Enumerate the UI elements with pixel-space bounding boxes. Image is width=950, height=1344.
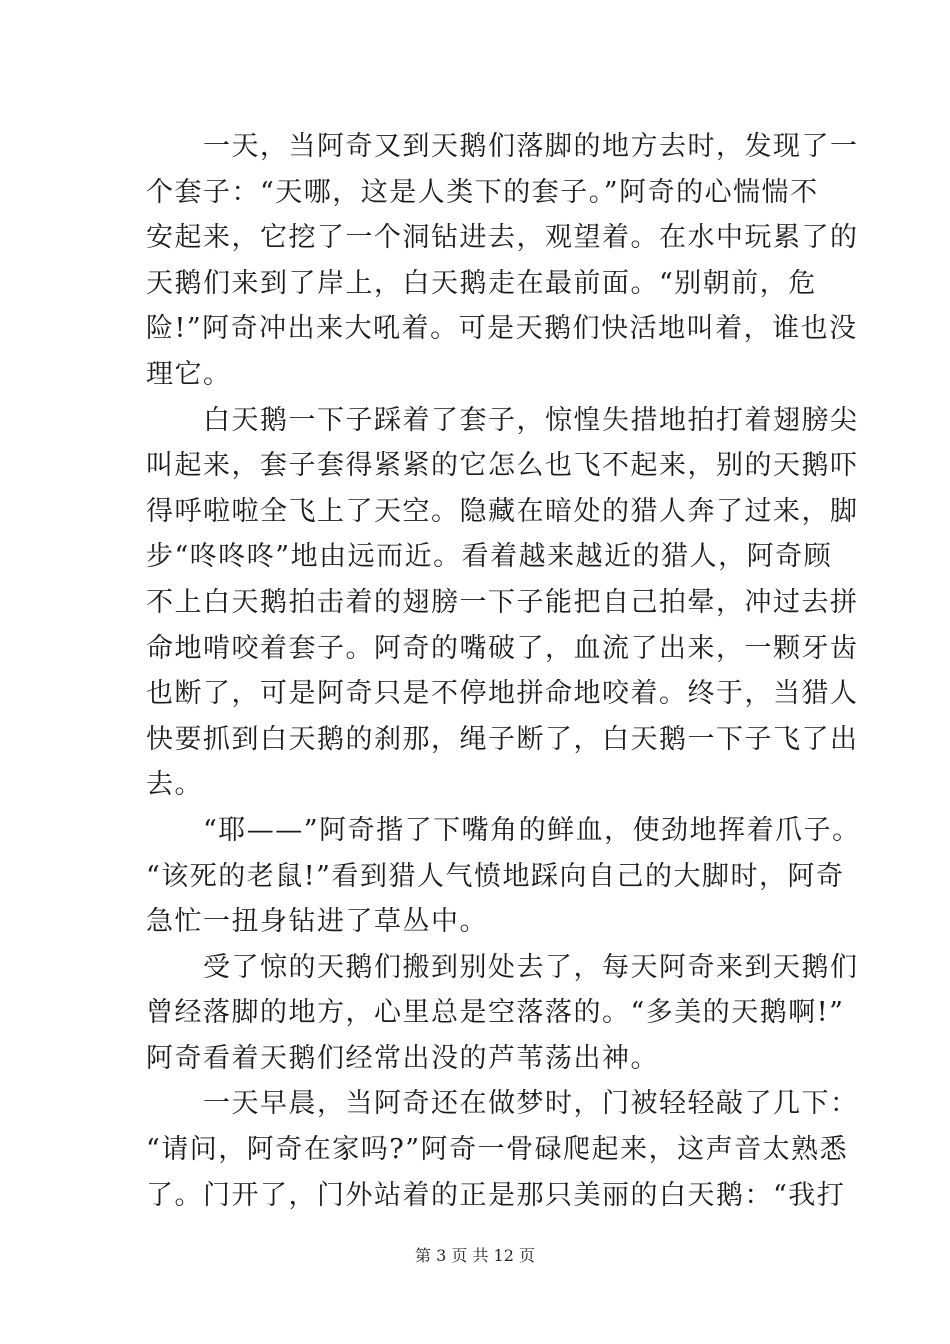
text-line: 一天早晨，当阿奇还在做梦时，门被轻轻敲了几下： bbox=[146, 1088, 859, 1120]
text-line: 急忙一扭身钻进了草丛中。 bbox=[146, 906, 488, 938]
text-line: 险!”阿奇冲出来大吼着。可是天鹅们快活地叫着，谁也没 bbox=[146, 313, 858, 345]
text-line: 白天鹅一下子踩着了套子，惊惶失措地拍打着翅膀尖 bbox=[146, 404, 859, 436]
paragraph-3 bbox=[146, 808, 861, 945]
body-text bbox=[146, 124, 861, 1218]
text-line: 一天，当阿奇又到天鹅们落脚的地方去时，发现了一 bbox=[146, 131, 859, 162]
text-line: 也断了，可是阿奇只是不停地拼命地咬着。终于，当猎人 bbox=[146, 678, 859, 710]
text-line: 安起来，它挖了一个洞钻进去，观望着。在水中玩累了的 bbox=[146, 222, 859, 254]
text-line: 理它。 bbox=[146, 358, 232, 390]
text-line: 受了惊的天鹅们搬到别处去了，每天阿奇来到天鹅们 bbox=[146, 951, 859, 983]
text-line: 天鹅们来到了岸上，白天鹅走在最前面。“别朝前，危 bbox=[146, 267, 817, 299]
paragraph-4 bbox=[146, 945, 859, 1082]
text-line: 不上白天鹅拍击着的翅膀一下子能把自己拍晕，冲过去拼 bbox=[146, 586, 859, 618]
text-line: 曾经落脚的地方，心里总是空落落的。“多美的天鹅啊!” bbox=[146, 997, 845, 1029]
text-line: 去。 bbox=[146, 769, 203, 801]
text-line: 了。门开了，门外站着的正是那只美丽的白天鹅：“我打 bbox=[146, 1179, 846, 1211]
text-line: “该死的老鼠!”看到猎人气愤地踩向自己的大脚时，阿奇 bbox=[146, 860, 845, 892]
text-line: 个套子：“天哪，这是人类下的套子。”阿奇的心惴惴不 bbox=[146, 176, 819, 208]
page-footer bbox=[0, 1243, 950, 1266]
page-number-label: 第 3 页 共 12 页 bbox=[415, 1246, 535, 1265]
text-line: 快要抓到白天鹅的刹那，绳子断了，白天鹅一下子飞了出 bbox=[146, 723, 859, 755]
text-line: 步“咚咚咚”地由远而近。看着越来越近的猎人，阿奇顾 bbox=[146, 541, 833, 573]
text-line: 阿奇看着天鹅们经常出没的芦苇荡出神。 bbox=[146, 1042, 659, 1074]
text-line: 叫起来，套子套得紧紧的它怎么也飞不起来，别的天鹅吓 bbox=[146, 450, 859, 482]
text-line: 得呼啦啦全飞上了天空。隐藏在暗处的猎人奔了过来，脚 bbox=[146, 495, 859, 527]
text-line: “请问，阿奇在家吗?”阿奇一骨碌爬起来，这声音太熟悉 bbox=[146, 1134, 849, 1166]
text-line: 命地啃咬着套子。阿奇的嘴破了，血流了出来，一颗牙齿 bbox=[146, 632, 859, 664]
paragraph-5 bbox=[146, 1081, 859, 1218]
paragraph-1 bbox=[146, 124, 859, 398]
paragraph-2 bbox=[146, 398, 859, 808]
text-line: “耶——”阿奇揩了下嘴角的鲜血，使劲地挥着爪子。 bbox=[146, 814, 861, 846]
